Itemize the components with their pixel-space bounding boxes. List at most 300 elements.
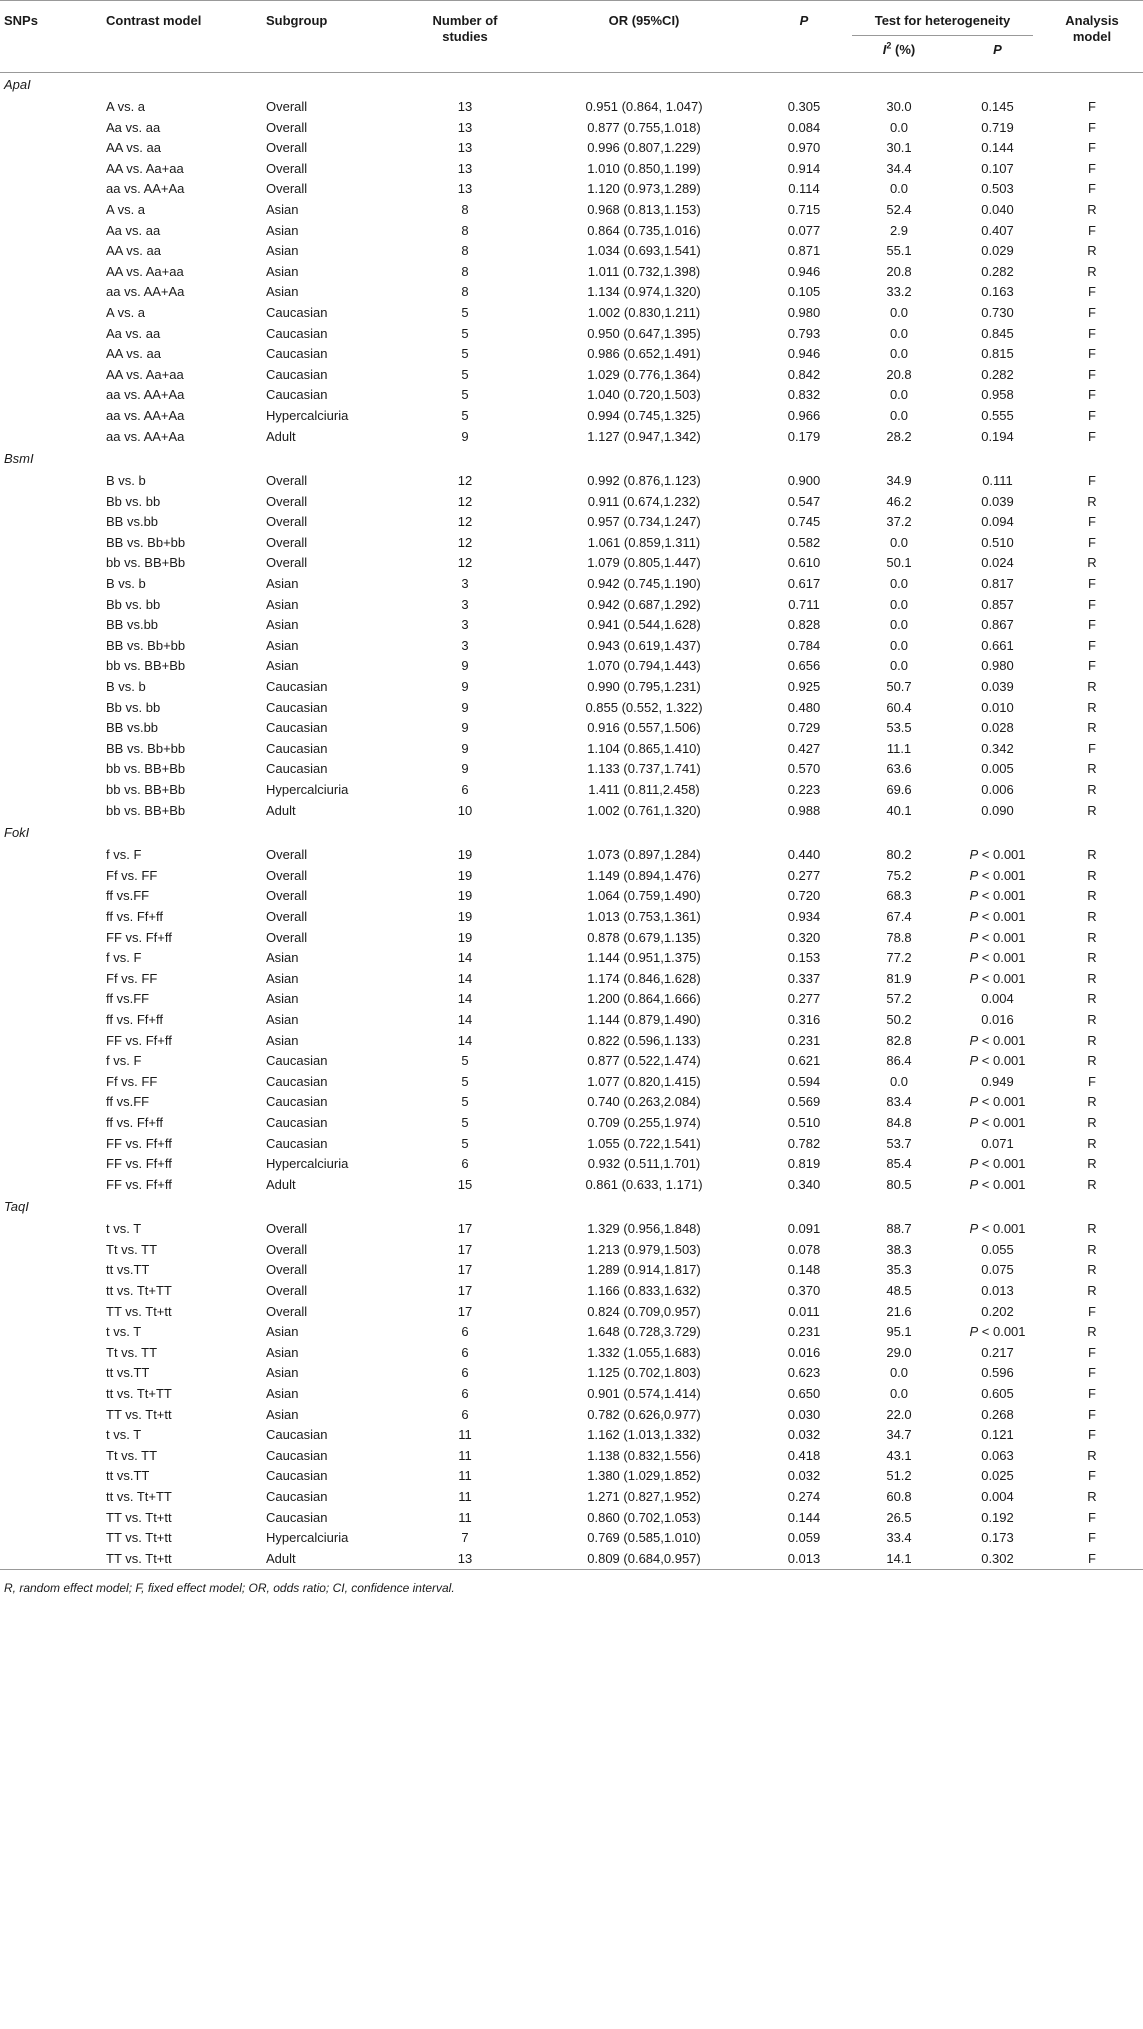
or-ci-cell: 1.013 (0.753,1.361) — [587, 908, 701, 924]
studies-cell: 13 — [457, 1550, 473, 1566]
p-value-cell: 0.078 — [787, 1241, 821, 1257]
studies-cell: 6 — [461, 1344, 469, 1360]
table-row — [0, 698, 1143, 719]
snp-cell — [0, 1508, 106, 1529]
subgroup-cell: Overall — [266, 514, 308, 530]
i2-cell: 51.2 — [886, 1468, 912, 1484]
or-ci-cell: 0.824 (0.709,0.957) — [587, 1303, 701, 1319]
subgroup-cell: Overall — [266, 1283, 308, 1299]
or-ci-cell: 1.200 (0.864,1.666) — [587, 991, 701, 1007]
subgroup-cell: Overall — [266, 1262, 308, 1278]
studies-cell: 3 — [461, 596, 469, 612]
contrast-model-cell: aa vs. AA+Aa — [106, 387, 185, 403]
p-heterogeneity-cell: 0.817 — [981, 576, 1014, 592]
p-heterogeneity-cell: 0.055 — [981, 1241, 1014, 1257]
analysis-model-cell: R — [1087, 1011, 1097, 1027]
i2-cell: 34.9 — [886, 473, 912, 489]
or-ci-cell: 0.782 (0.626,0.977) — [587, 1406, 701, 1422]
p-heterogeneity-cell — [954, 1219, 1041, 1240]
p-heterogeneity-cell — [954, 886, 1041, 907]
snp-cell — [0, 118, 106, 139]
contrast-model-cell: f vs. F — [106, 847, 142, 863]
p-value-cell: 0.623 — [787, 1365, 821, 1381]
header-i2: $I^2$ (%) — [882, 40, 916, 57]
studies-cell: 11 — [458, 1489, 472, 1504]
p-value-cell: 0.925 — [787, 679, 821, 695]
snp-cell — [0, 1134, 106, 1155]
snp-cell — [0, 1302, 106, 1323]
p-heterogeneity-cell: 0.004 — [981, 1489, 1014, 1504]
table-row — [0, 615, 1143, 636]
i2-cell: 29.0 — [886, 1344, 912, 1360]
or-ci-cell: 0.994 (0.745,1.325) — [587, 407, 701, 423]
p-heterogeneity-cell: 0.145 — [981, 99, 1014, 114]
p-value-cell: 0.059 — [787, 1530, 821, 1546]
p-heterogeneity-value: < 0.001 — [978, 847, 1026, 863]
subgroup-cell: Overall — [266, 555, 308, 571]
p-heterogeneity-cell: 0.282 — [981, 263, 1014, 279]
analysis-model-cell: R — [1087, 555, 1097, 571]
p-heterogeneity-value: < 0.001 — [978, 970, 1026, 986]
subgroup-cell: Caucasian — [266, 1073, 328, 1089]
subgroup-cell: Adult — [266, 1176, 296, 1192]
or-ci-cell: 0.855 (0.552, 1.322) — [585, 699, 703, 715]
analysis-model-cell: F — [1088, 428, 1096, 444]
i2-cell: 50.1 — [886, 555, 912, 571]
analysis-model-cell: F — [1088, 1427, 1096, 1443]
snp-cell — [0, 1051, 106, 1072]
or-ci-cell: 1.134 (0.974,1.320) — [587, 284, 701, 300]
snp-cell — [0, 1446, 106, 1467]
table-row — [0, 948, 1143, 969]
p-heterogeneity-cell: 0.039 — [981, 493, 1014, 509]
p-heterogeneity-cell: 0.217 — [981, 1344, 1014, 1360]
snp-cell — [0, 886, 106, 907]
snp-group-row — [0, 447, 1143, 471]
table-row — [0, 1092, 1143, 1113]
subgroup-cell: Overall — [266, 929, 308, 945]
snp-cell — [0, 1240, 106, 1261]
contrast-model-cell: Aa vs. aa — [106, 222, 161, 238]
p-heterogeneity-cell — [954, 845, 1041, 866]
p-value-cell: 0.784 — [787, 637, 821, 653]
snp-cell — [0, 928, 106, 949]
subgroup-cell: Hypercalciuria — [266, 1530, 349, 1546]
contrast-model-cell: aa vs. AA+Aa — [106, 428, 185, 444]
or-ci-cell: 1.070 (0.794,1.443) — [587, 658, 701, 674]
table-row — [0, 1322, 1143, 1343]
contrast-model-cell: FF vs. Ff+ff — [106, 1156, 172, 1172]
p-heterogeneity-value: < 0.001 — [978, 1094, 1026, 1110]
analysis-model-cell: F — [1088, 617, 1096, 633]
p-heterogeneity-cell: 0.192 — [981, 1509, 1014, 1525]
table-row — [0, 1260, 1143, 1281]
subgroup-cell: Asian — [266, 284, 299, 300]
studies-cell: 6 — [461, 1365, 469, 1381]
subgroup-cell: Caucasian — [266, 1447, 328, 1463]
table-row — [0, 118, 1143, 139]
analysis-model-cell: F — [1088, 1509, 1096, 1525]
studies-cell: 5 — [461, 387, 469, 403]
header-subgroup: Subgroup — [266, 13, 328, 28]
table-row — [0, 1508, 1143, 1529]
contrast-model-cell: AA vs. Aa+aa — [106, 366, 184, 382]
contrast-model-cell: Bb vs. bb — [106, 493, 161, 509]
studies-cell: 8 — [461, 222, 469, 238]
i2-cell: 43.1 — [886, 1447, 912, 1463]
p-heterogeneity-cell — [954, 948, 1041, 969]
contrast-model-cell: ff vs. Ff+ff — [106, 1114, 163, 1130]
or-ci-cell: 1.271 (0.827,1.952) — [587, 1489, 701, 1504]
studies-cell: 5 — [461, 1114, 469, 1130]
or-ci-cell: 0.942 (0.687,1.292) — [587, 596, 701, 612]
p-heterogeneity-cell: 0.071 — [981, 1135, 1014, 1151]
studies-cell: 12 — [457, 514, 473, 530]
contrast-model-cell: ff vs.FF — [106, 1094, 150, 1110]
table-row — [0, 845, 1143, 866]
analysis-model-cell: R — [1087, 1053, 1097, 1069]
p-value-cell: 0.091 — [787, 1221, 821, 1237]
studies-cell: 19 — [457, 908, 473, 924]
p-value-cell: 0.570 — [787, 761, 821, 777]
analysis-model-cell: F — [1088, 284, 1096, 300]
studies-cell: 6 — [461, 1156, 469, 1172]
table-row — [0, 656, 1143, 677]
i2-cell: 0.0 — [889, 1365, 909, 1381]
table-row — [0, 969, 1143, 990]
or-ci-cell: 0.943 (0.619,1.437) — [587, 637, 701, 653]
p-heterogeneity-value: < 0.001 — [978, 1156, 1026, 1172]
contrast-model-cell: TT vs. Tt+tt — [106, 1530, 172, 1546]
p-value-cell: 0.980 — [787, 304, 821, 320]
i2-cell: 63.6 — [886, 761, 912, 777]
p-value-cell: 0.819 — [787, 1156, 821, 1172]
studies-cell: 8 — [461, 284, 469, 300]
analysis-model-cell: R — [1087, 802, 1097, 818]
contrast-model-cell: FF vs. Ff+ff — [106, 1135, 172, 1151]
header-p-heterogeneity: P — [993, 42, 1002, 57]
header-number-of-studies: Number of studies — [432, 13, 498, 44]
or-ci-cell: 0.950 (0.647,1.395) — [587, 325, 701, 341]
table-row — [0, 1549, 1143, 1570]
p-value-cell: 0.016 — [787, 1344, 821, 1360]
analysis-model-cell: R — [1087, 1324, 1097, 1340]
contrast-model-cell: TT vs. Tt+tt — [106, 1550, 172, 1566]
analysis-model-cell: F — [1088, 1303, 1096, 1319]
snp-cell — [0, 471, 106, 492]
i2-cell: 2.9 — [889, 222, 909, 238]
studies-cell: 5 — [461, 1053, 469, 1069]
p-value-cell: 0.842 — [787, 366, 821, 382]
subgroup-cell: Caucasian — [266, 720, 328, 736]
studies-cell: 19 — [457, 847, 473, 863]
subgroup-cell: Overall — [266, 1303, 308, 1319]
analysis-model-cell: R — [1087, 1094, 1097, 1110]
p-heterogeneity-cell: 0.980 — [981, 658, 1014, 674]
table-row — [0, 200, 1143, 221]
p-value-cell: 0.934 — [787, 908, 821, 924]
table-row — [0, 303, 1143, 324]
studies-cell: 8 — [461, 201, 469, 217]
snp-cell — [0, 512, 106, 533]
analysis-model-cell: R — [1087, 1489, 1097, 1504]
analysis-model-cell: F — [1088, 1550, 1096, 1566]
p-heterogeneity-cell: 0.268 — [981, 1406, 1014, 1422]
analysis-model-cell: F — [1088, 637, 1096, 653]
p-value-cell: 0.223 — [787, 782, 821, 797]
subgroup-cell: Asian — [266, 263, 299, 279]
p-heterogeneity-cell: 0.016 — [981, 1011, 1014, 1027]
snp-cell — [0, 1219, 106, 1240]
or-ci-cell: 0.941 (0.544,1.628) — [587, 617, 701, 633]
table-row — [0, 179, 1143, 200]
snp-cell — [0, 780, 106, 801]
p-value-cell: 0.966 — [787, 407, 821, 423]
table-row — [0, 1405, 1143, 1426]
or-ci-cell: 1.079 (0.805,1.447) — [587, 555, 701, 571]
studies-cell: 11 — [458, 1509, 472, 1525]
p-value-cell: 0.105 — [787, 284, 821, 300]
studies-cell: 8 — [461, 243, 469, 259]
p-heterogeneity-cell: 0.121 — [981, 1427, 1014, 1443]
p-heterogeneity-cell: 0.111 — [982, 473, 1013, 489]
table-row — [0, 1175, 1143, 1196]
subgroup-cell: Overall — [266, 867, 308, 883]
snp-cell — [0, 1154, 106, 1175]
or-ci-cell: 1.138 (0.832,1.556) — [587, 1447, 701, 1463]
i2-cell: 60.8 — [886, 1489, 912, 1504]
p-heterogeneity-cell: 0.173 — [981, 1530, 1014, 1546]
or-ci-cell: 1.064 (0.759,1.490) — [587, 888, 701, 904]
or-ci-cell: 1.010 (0.850,1.199) — [587, 160, 701, 176]
p-heterogeneity-cell: 0.090 — [981, 802, 1014, 818]
or-ci-cell: 1.040 (0.720,1.503) — [587, 387, 701, 403]
p-value-cell: 0.715 — [787, 201, 821, 217]
contrast-model-cell: AA vs. Aa+aa — [106, 263, 184, 279]
studies-cell: 12 — [457, 534, 473, 550]
studies-cell: 12 — [457, 493, 473, 509]
p-heterogeneity-cell: 0.163 — [981, 284, 1014, 300]
contrast-model-cell: tt vs.TT — [106, 1468, 150, 1484]
studies-cell: 3 — [461, 576, 469, 592]
p-heterogeneity-value: < 0.001 — [978, 1032, 1026, 1048]
or-ci-cell: 1.411 (0.811,2.458) — [588, 782, 700, 797]
or-ci-cell: 1.144 (0.951,1.375) — [587, 950, 701, 966]
snp-group-label: ApaI — [4, 77, 31, 92]
i2-cell: 69.6 — [886, 782, 912, 797]
snp-cell — [0, 1549, 106, 1570]
i2-cell: 81.9 — [886, 970, 912, 986]
or-ci-cell: 0.709 (0.255,1.974) — [587, 1114, 701, 1130]
p-symbol: P — [969, 1221, 979, 1237]
contrast-model-cell: Bb vs. bb — [106, 596, 161, 612]
p-symbol: P — [969, 1324, 979, 1340]
contrast-model-cell: tt vs. Tt+TT — [106, 1489, 172, 1504]
p-heterogeneity-cell: 0.282 — [981, 366, 1014, 382]
analysis-model-cell: F — [1088, 304, 1096, 320]
p-symbol: P — [969, 1156, 979, 1172]
or-ci-cell: 0.878 (0.679,1.135) — [587, 929, 701, 945]
studies-cell: 6 — [461, 1386, 469, 1402]
studies-cell: 17 — [457, 1241, 473, 1257]
or-ci-cell: 1.133 (0.737,1.741) — [587, 761, 701, 777]
p-heterogeneity-cell: 0.063 — [981, 1447, 1014, 1463]
subgroup-cell: Asian — [266, 576, 299, 592]
subgroup-cell: Overall — [266, 1221, 308, 1237]
or-ci-cell: 0.916 (0.557,1.506) — [587, 720, 701, 736]
analysis-model-cell: F — [1088, 346, 1096, 362]
snp-group-row — [0, 73, 1143, 98]
p-heterogeneity-value: < 0.001 — [978, 908, 1026, 924]
studies-cell: 9 — [461, 428, 469, 444]
p-value-cell: 0.480 — [787, 699, 821, 715]
analysis-model-cell: R — [1087, 1176, 1097, 1192]
contrast-model-cell: TT vs. Tt+tt — [106, 1406, 172, 1422]
or-ci-cell: 0.877 (0.755,1.018) — [587, 119, 701, 135]
p-symbol: P — [969, 1032, 979, 1048]
or-ci-cell: 0.957 (0.734,1.247) — [587, 514, 701, 530]
i2-cell: 82.8 — [886, 1032, 912, 1048]
p-heterogeneity-cell: 0.094 — [981, 514, 1014, 530]
subgroup-cell: Asian — [266, 1324, 299, 1340]
studies-cell: 9 — [461, 740, 469, 756]
studies-cell: 19 — [457, 929, 473, 945]
subgroup-cell: Overall — [266, 160, 308, 176]
i2-cell: 84.8 — [886, 1114, 912, 1130]
snp-cell — [0, 636, 106, 657]
or-ci-cell: 0.769 (0.585,1.010) — [587, 1530, 701, 1546]
i2-cell: 50.7 — [886, 679, 912, 695]
contrast-model-cell: tt vs. Tt+TT — [106, 1283, 172, 1299]
studies-cell: 5 — [461, 346, 469, 362]
table-body — [0, 73, 1143, 1570]
p-heterogeneity-cell: 0.107 — [981, 160, 1014, 176]
or-ci-cell: 1.380 (1.029,1.852) — [587, 1468, 701, 1484]
p-heterogeneity-value: < 0.001 — [978, 888, 1026, 904]
studies-cell: 11 — [458, 1427, 472, 1443]
subgroup-cell: Asian — [266, 1011, 299, 1027]
analysis-model-cell: F — [1088, 576, 1096, 592]
analysis-model-cell: R — [1087, 970, 1097, 986]
snp-cell — [0, 1010, 106, 1031]
i2-cell: 34.4 — [886, 160, 912, 176]
table-row — [0, 159, 1143, 180]
analysis-model-cell: F — [1088, 596, 1096, 612]
p-value-cell: 0.946 — [787, 346, 821, 362]
or-ci-cell: 1.166 (0.833,1.632) — [587, 1283, 701, 1299]
table-row — [0, 97, 1143, 118]
contrast-model-cell: t vs. T — [106, 1221, 142, 1237]
table-row — [0, 1219, 1143, 1240]
table-row — [0, 282, 1143, 303]
p-heterogeneity-cell: 0.029 — [981, 243, 1014, 259]
contrast-model-cell: BB vs. Bb+bb — [106, 534, 186, 550]
p-value-cell: 0.320 — [787, 929, 821, 945]
table-row — [0, 1010, 1143, 1031]
analysis-model-cell: R — [1087, 1114, 1097, 1130]
or-ci-cell: 0.822 (0.596,1.133) — [587, 1032, 701, 1048]
i2-cell: 80.5 — [886, 1176, 912, 1192]
or-ci-cell: 0.911 (0.674,1.232) — [587, 493, 701, 509]
analysis-model-cell: R — [1087, 888, 1097, 904]
snp-cell — [0, 615, 106, 636]
studies-cell: 9 — [461, 699, 469, 715]
contrast-model-cell: TT vs. Tt+tt — [106, 1509, 172, 1525]
studies-cell: 6 — [461, 1324, 469, 1340]
i2-cell: 0.0 — [889, 1073, 909, 1089]
table-row — [0, 886, 1143, 907]
p-symbol: P — [969, 1176, 979, 1192]
studies-cell: 14 — [457, 950, 473, 966]
i2-cell: 53.5 — [886, 720, 912, 736]
p-value-cell: 0.970 — [787, 140, 821, 156]
table-row — [0, 512, 1143, 533]
snp-cell — [0, 324, 106, 345]
p-heterogeneity-cell — [954, 1175, 1041, 1196]
p-heterogeneity-cell — [954, 1154, 1041, 1175]
p-heterogeneity-cell — [954, 1092, 1041, 1113]
contrast-model-cell: BB vs.bb — [106, 720, 159, 736]
studies-cell: 7 — [461, 1530, 469, 1546]
snp-cell — [0, 303, 106, 324]
or-ci-cell: 0.809 (0.684,0.957) — [587, 1550, 701, 1566]
snp-cell — [0, 200, 106, 221]
studies-cell: 19 — [457, 888, 473, 904]
p-value-cell: 0.656 — [787, 658, 821, 674]
table-row — [0, 471, 1143, 492]
p-value-cell: 0.114 — [788, 181, 820, 197]
i2-cell: 95.1 — [886, 1324, 912, 1340]
p-value-cell: 0.030 — [787, 1406, 821, 1422]
contrast-model-cell: TT vs. Tt+tt — [106, 1303, 172, 1319]
i2-cell: 77.2 — [886, 950, 912, 966]
table-row — [0, 365, 1143, 386]
table-row — [0, 138, 1143, 159]
analysis-model-cell: F — [1088, 1468, 1096, 1484]
p-heterogeneity-cell: 0.004 — [981, 991, 1014, 1007]
contrast-model-cell: Ff vs. FF — [106, 867, 158, 883]
snp-cell — [0, 262, 106, 283]
snp-cell — [0, 1343, 106, 1364]
p-heterogeneity-cell — [954, 1031, 1041, 1052]
p-value-cell: 0.370 — [787, 1283, 821, 1299]
snp-cell — [0, 1528, 106, 1549]
table-row — [0, 1466, 1143, 1487]
analysis-model-cell: R — [1087, 243, 1097, 259]
or-ci-cell: 1.125 (0.702,1.803) — [587, 1365, 701, 1381]
i2-cell: 21.6 — [886, 1303, 912, 1319]
table-header — [0, 1, 1143, 73]
contrast-model-cell: Ff vs. FF — [106, 970, 158, 986]
p-value-cell: 0.729 — [787, 720, 821, 736]
studies-cell: 10 — [457, 802, 473, 818]
subgroup-cell: Caucasian — [266, 387, 328, 403]
i2-cell: 57.2 — [886, 991, 912, 1007]
subgroup-cell: Asian — [266, 637, 299, 653]
contrast-model-cell: aa vs. AA+Aa — [106, 407, 185, 423]
i2-cell: 78.8 — [886, 929, 912, 945]
i2-cell: 26.5 — [886, 1509, 912, 1525]
contrast-model-cell: bb vs. BB+Bb — [106, 782, 186, 797]
i2-cell: 20.8 — [886, 263, 912, 279]
snp-cell — [0, 698, 106, 719]
p-heterogeneity-cell: 0.302 — [981, 1550, 1014, 1566]
or-ci-cell: 0.942 (0.745,1.190) — [587, 576, 701, 592]
snp-cell — [0, 241, 106, 262]
subgroup-cell: Overall — [266, 119, 308, 135]
subgroup-cell: Asian — [266, 1406, 299, 1422]
snp-cell — [0, 574, 106, 595]
